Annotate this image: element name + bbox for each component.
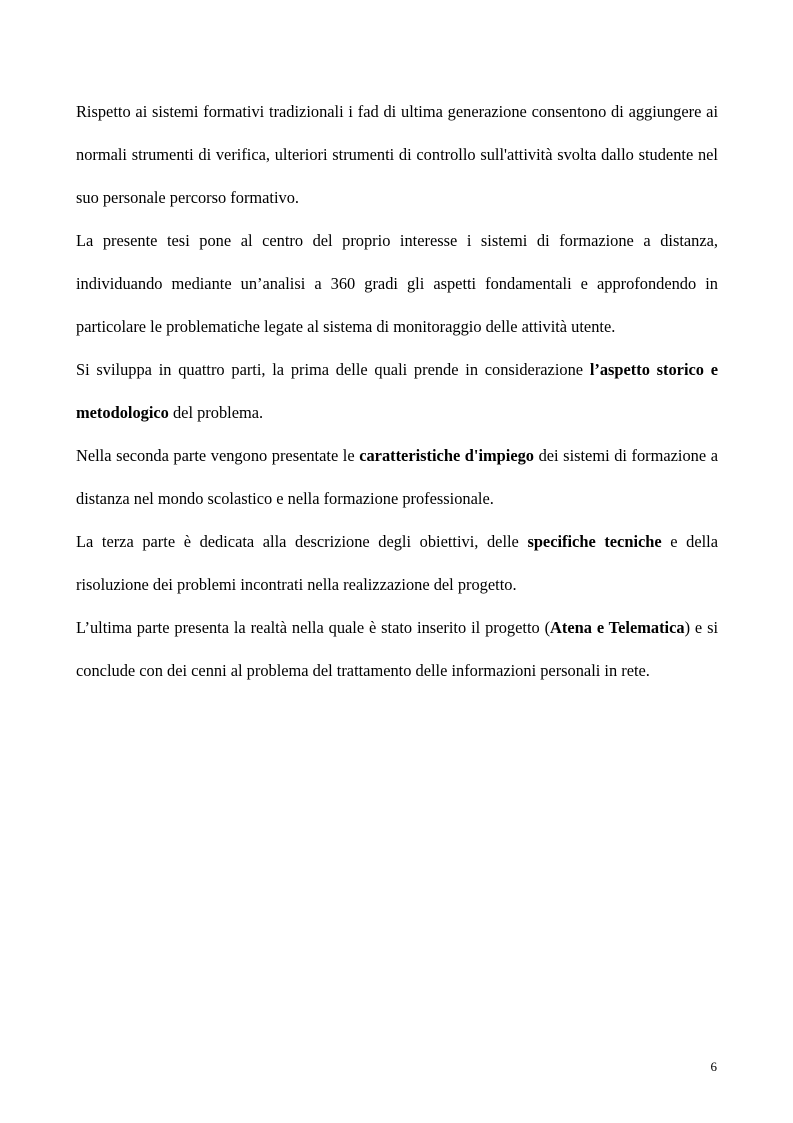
paragraph <box>76 90 718 219</box>
paragraph <box>76 434 718 520</box>
text-segment: del problema. <box>168 403 264 422</box>
text-segment: dei sistemi di formazione a distanza nel mondo scolastico e nella formazione professionale. <box>76 446 719 508</box>
paragraph <box>76 606 718 692</box>
bold-text: specifiche tecniche <box>527 532 662 551</box>
bold-text: caratteristiche d'impiego <box>359 446 535 465</box>
paragraph <box>76 348 718 434</box>
document-body <box>76 90 718 692</box>
text-segment: L’ultima parte presenta la realtà nella quale è stato inserito il progetto ( <box>76 618 551 637</box>
page-number: 6 <box>710 1059 717 1074</box>
text-segment: e della risoluzione dei problemi incontrati nella realizzazione del progetto. <box>76 532 719 594</box>
text-segment: Si sviluppa in quattro parti, la prima delle quali prende in considerazione <box>76 360 590 379</box>
text-segment: Nella seconda parte vengono presentate le <box>76 446 360 465</box>
text-segment: Rispetto ai sistemi formativi tradizionali i fad di ultima generazione consentono di aggiungere ai normali strumenti di verifica, ulteriori strumenti di controllo sull'attività svolta dallo studente nel suo personale percorso formativo. <box>76 102 718 207</box>
text-segment: ) e si conclude con dei cenni al problema del trattamento delle informazioni personali in rete. <box>76 618 719 680</box>
paragraph <box>76 520 718 606</box>
text-segment: La presente tesi pone al centro del proprio interesse i sistemi di formazione a distanza, individuando mediante un’analisi a 360 gradi gli aspetti fondamentali e approfondendo in particolare le problematiche legate al sistema di monitoraggio delle attività utente. <box>76 231 718 336</box>
bold-text: Atena e Telematica <box>550 618 685 637</box>
paragraph <box>76 219 718 348</box>
text-segment: La terza parte è dedicata alla descrizione degli obiettivi, delle <box>76 532 528 551</box>
bold-text: l’aspetto storico e metodologico <box>76 360 718 422</box>
